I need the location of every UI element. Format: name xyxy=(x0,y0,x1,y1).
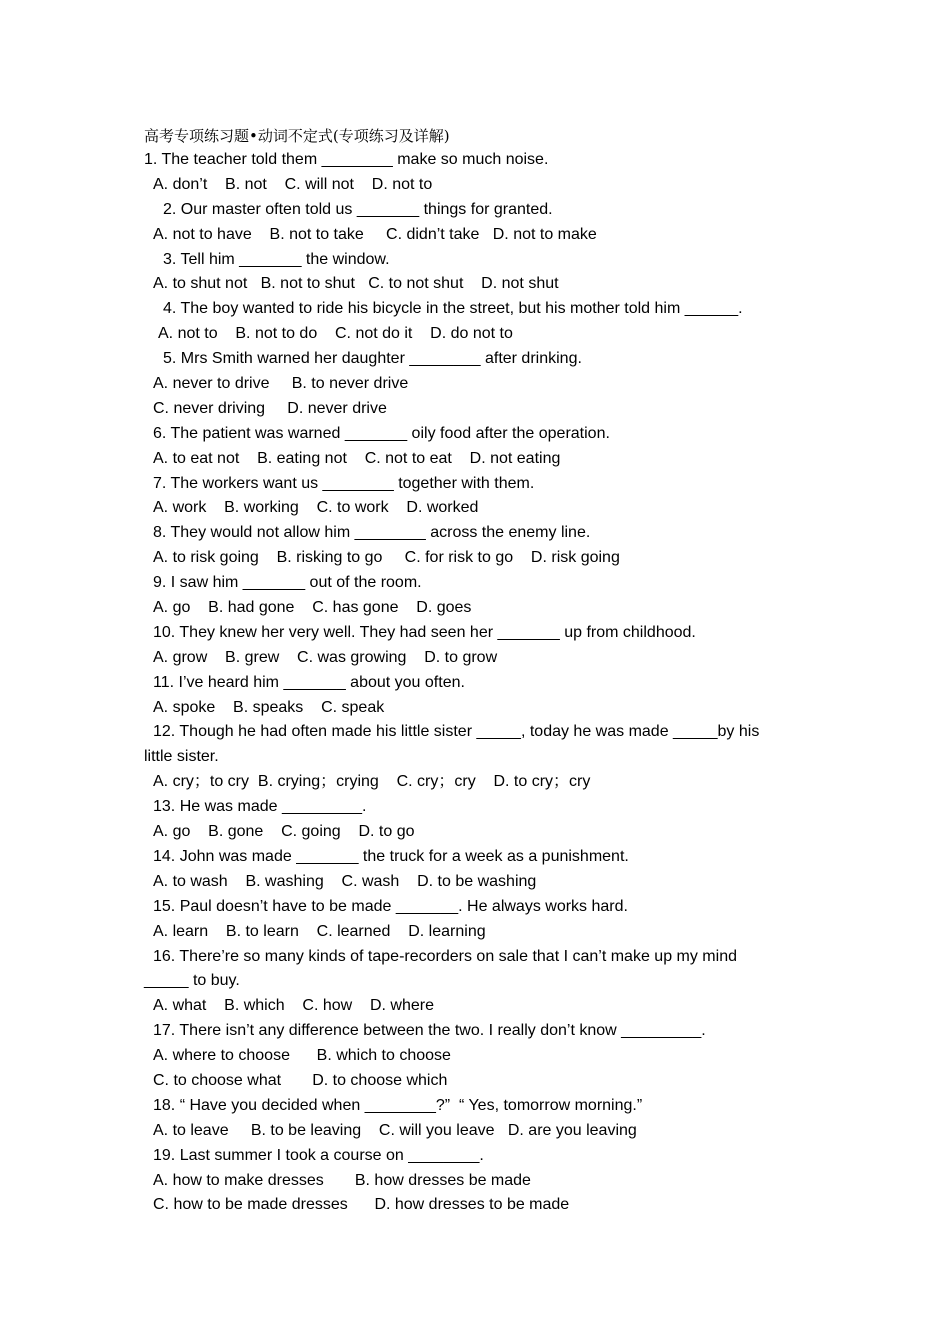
answer-options-line: A. spoke B. speaks C. speak xyxy=(153,698,385,716)
answer-options-line: A. work B. working C. to work D. worked xyxy=(153,499,479,517)
answer-options-line: A. where to choose B. which to choose xyxy=(153,1047,451,1065)
answer-options-line: A. never to drive B. to never drive xyxy=(153,375,409,393)
answer-options-line: A. go B. gone C. going D. to go xyxy=(153,823,415,841)
question-line: 15. Paul doesn’t have to be made _______. He always works hard. xyxy=(153,897,628,915)
answer-options-line: A. to eat not B. eating not C. not to eat D. not eating xyxy=(153,449,561,467)
answer-options-line: A. don’t B. not C. will not D. not to xyxy=(153,175,433,193)
question-line: 17. There isn’t any difference between the two. I really don’t know _________. xyxy=(153,1022,706,1040)
question-line: 1. The teacher told them ________ make so much noise. xyxy=(144,151,549,168)
question-line: 9. I saw him _______ out of the room. xyxy=(153,574,422,592)
question-line: 19. Last summer I took a course on ________. xyxy=(153,1146,484,1164)
question-line: 2. Our master often told us _______ things for granted. xyxy=(163,200,553,218)
answer-options-line: A. to wash B. washing C. wash D. to be washing xyxy=(153,872,537,890)
question-line: 11. I’ve heard him _______ about you often. xyxy=(153,673,465,691)
answer-options-line: A. cry；to cry B. crying；crying C. cry；cry D. to cry；cry xyxy=(153,773,591,791)
answer-options-line: A. how to make dresses B. how dresses be made xyxy=(153,1171,531,1189)
answer-options-line: C. never driving D. never drive xyxy=(153,399,387,417)
question-list xyxy=(144,148,804,1218)
answer-options-line: A. to leave B. to be leaving C. will you leave D. are you leaving xyxy=(153,1121,637,1139)
question-line: 14. John was made _______ the truck for a week as a punishment. xyxy=(153,847,629,865)
question-line: 13. He was made _________. xyxy=(153,798,367,816)
question-line: 6. The patient was warned _______ oily food after the operation. xyxy=(153,424,610,442)
answer-options-line: A. grow B. grew C. was growing D. to grow xyxy=(153,648,498,666)
answer-options-line: A. to shut not B. not to shut C. to not shut D. not shut xyxy=(153,275,559,293)
answer-options-line: A. not to B. not to do C. not do it D. do not to xyxy=(158,325,513,343)
answer-options-line: C. how to be made dresses D. how dresses to be made xyxy=(153,1196,570,1214)
question-line: 16. There’re so many kinds of tape-recorders on sale that I can’t make up my mind xyxy=(153,947,737,965)
answer-options-line: A. what B. which C. how D. where xyxy=(153,997,434,1015)
question-line: 5. Mrs Smith warned her daughter ________ after drinking. xyxy=(163,350,582,368)
question-line: 4. The boy wanted to ride his bicycle in the street, but his mother told him ______. xyxy=(163,300,743,318)
answer-options-line: A. not to have B. not to take C. didn’t take D. not to make xyxy=(153,225,597,243)
answer-options-line: A. learn B. to learn C. learned D. learning xyxy=(153,922,486,940)
answer-options-line: A. go B. had gone C. has gone D. goes xyxy=(153,599,472,617)
question-line: 18. “ Have you decided when ________?” “ Yes, tomorrow morning.” xyxy=(153,1096,643,1114)
question-line: 3. Tell him _______ the window. xyxy=(163,250,390,268)
answer-options-line: A. to risk going B. risking to go C. for risk to go D. risk going xyxy=(153,549,620,567)
answer-options-line: C. to choose what D. to choose which xyxy=(153,1071,448,1089)
question-line: 8. They would not allow him ________ across the enemy line. xyxy=(153,524,591,542)
question-line: 12. Though he had often made his little sister _____, today he was made _____by his xyxy=(153,723,760,741)
document-title: 高考专项练习题•动词不定式(专项练习及详解) xyxy=(144,127,450,145)
question-line: _____ to buy. xyxy=(144,972,240,990)
document-page xyxy=(144,124,804,1218)
question-line: 10. They knew her very well. They had seen her _______ up from childhood. xyxy=(153,623,696,641)
question-line: 7. The workers want us ________ together with them. xyxy=(153,474,535,492)
question-line: little sister. xyxy=(144,748,219,766)
